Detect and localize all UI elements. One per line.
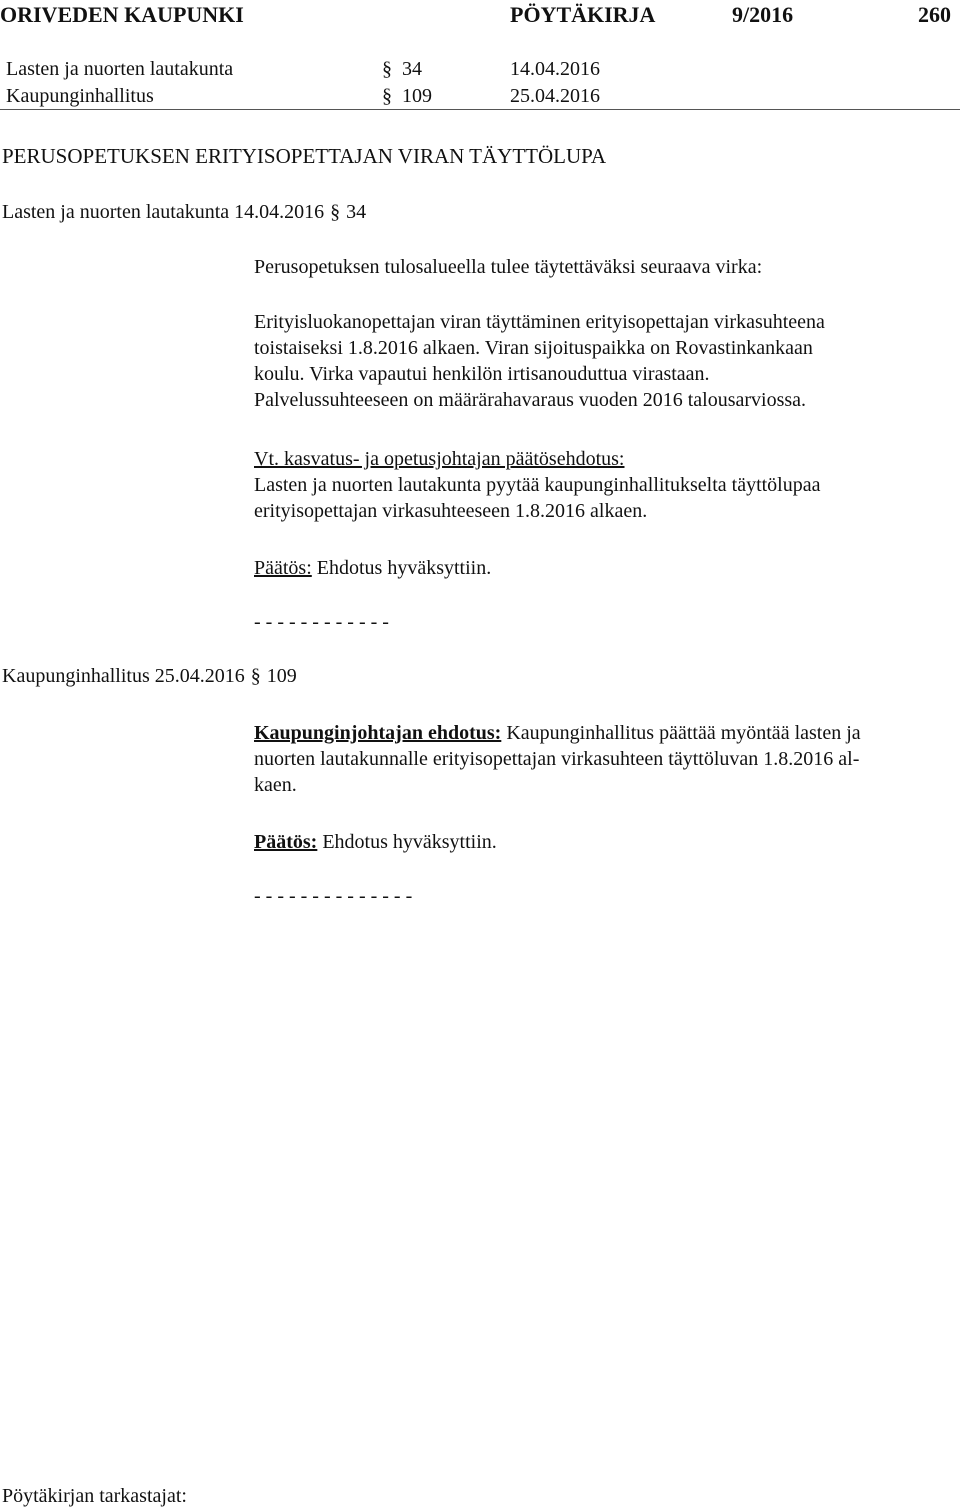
reviewers-label: Pöytäkirjan tarkastajat: bbox=[2, 1485, 187, 1507]
section1-proposal-line: Lasten ja nuorten lautakunta pyytää kaupunginhallitukselta täyttölupaa bbox=[254, 474, 821, 496]
section1-heading bbox=[2, 201, 366, 224]
ref-date-2: 25.04.2016 bbox=[510, 85, 600, 107]
section2-proposal bbox=[254, 720, 861, 798]
section-sign-icon: § bbox=[250, 665, 261, 687]
page-number: 260 bbox=[918, 2, 951, 27]
section2-decision bbox=[254, 831, 497, 854]
section1-body-line: Erityisluokanopettajan viran täyttäminen erityisopettajan virkasuhteena bbox=[254, 311, 825, 333]
header-divider bbox=[0, 109, 960, 110]
section1-heading-number: 34 bbox=[346, 201, 367, 223]
section1-body-line: Palvelussuhteeseen on määrärahavaraus vuoden 2016 talousarviossa. bbox=[254, 389, 807, 411]
ref-date-1: 14.04.2016 bbox=[510, 58, 600, 80]
issue-number: 9/2016 bbox=[732, 2, 794, 27]
section-sign-icon: § bbox=[330, 201, 341, 223]
section-sign-icon: § bbox=[382, 58, 392, 80]
section1-proposal bbox=[254, 446, 821, 524]
section1-heading-prefix: Lasten ja nuorten lautakunta 14.04.2016 bbox=[2, 201, 325, 223]
section2-heading-prefix: Kaupunginhallitus 25.04.2016 bbox=[2, 665, 245, 687]
section1-proposal-label: Vt. kasvatus- ja opetusjohtajan päätösehdotus: bbox=[254, 448, 625, 470]
document-title: PERUSOPETUKSEN ERITYISOPETTAJAN VIRAN TÄYTTÖLUPA bbox=[2, 144, 607, 168]
ref-body-1: Lasten ja nuorten lautakunta bbox=[6, 58, 234, 80]
doc-type: PÖYTÄKIRJA bbox=[510, 2, 656, 27]
ref-number-1: 34 bbox=[402, 58, 422, 80]
section2-proposal-label: Kaupunginjohtajan ehdotus: bbox=[254, 722, 502, 744]
section2-proposal-line: kaen. bbox=[254, 774, 297, 796]
section1-proposal-line: erityisopettajan virkasuhteeseen 1.8.2016 alkaen. bbox=[254, 500, 648, 522]
section1-body bbox=[254, 309, 825, 413]
ref-number-2: 109 bbox=[402, 85, 432, 107]
ref-body-2: Kaupunginhallitus bbox=[6, 85, 154, 107]
section1-intro: Perusopetuksen tulosalueella tulee täytettäväksi seuraava virka: bbox=[254, 256, 763, 278]
section1-decision bbox=[254, 557, 491, 580]
section1-body-line: toistaiseksi 1.8.2016 alkaen. Viran sijoituspaikka on Rovastinkankaan bbox=[254, 337, 813, 359]
section1-body-line: koulu. Virka vapautui henkilön irtisanouduttua virastaan. bbox=[254, 363, 710, 385]
org-name: ORIVEDEN KAUPUNKI bbox=[0, 2, 244, 27]
section2-proposal-line: nuorten lautakunnalle erityisopettajan virkasuhteen täyttöluvan 1.8.2016 al- bbox=[254, 748, 860, 770]
section-sign-icon: § bbox=[382, 85, 392, 107]
section2-decision-text: Ehdotus hyväksyttiin. bbox=[317, 831, 497, 853]
section1-decision-label: Päätös: bbox=[254, 557, 312, 579]
section2-heading bbox=[2, 665, 297, 688]
section2-proposal-first: Kaupunginhallitus päättää myöntää lasten ja bbox=[501, 722, 861, 744]
section1-decision-text: Ehdotus hyväksyttiin. bbox=[311, 557, 492, 579]
section2-decision-label: Päätös: bbox=[254, 831, 318, 853]
section1-separator: - - - - - - - - - - - - bbox=[254, 611, 389, 633]
section2-separator: - - - - - - - - - - - - - - bbox=[254, 885, 413, 907]
section2-heading-number: 109 bbox=[266, 665, 297, 687]
